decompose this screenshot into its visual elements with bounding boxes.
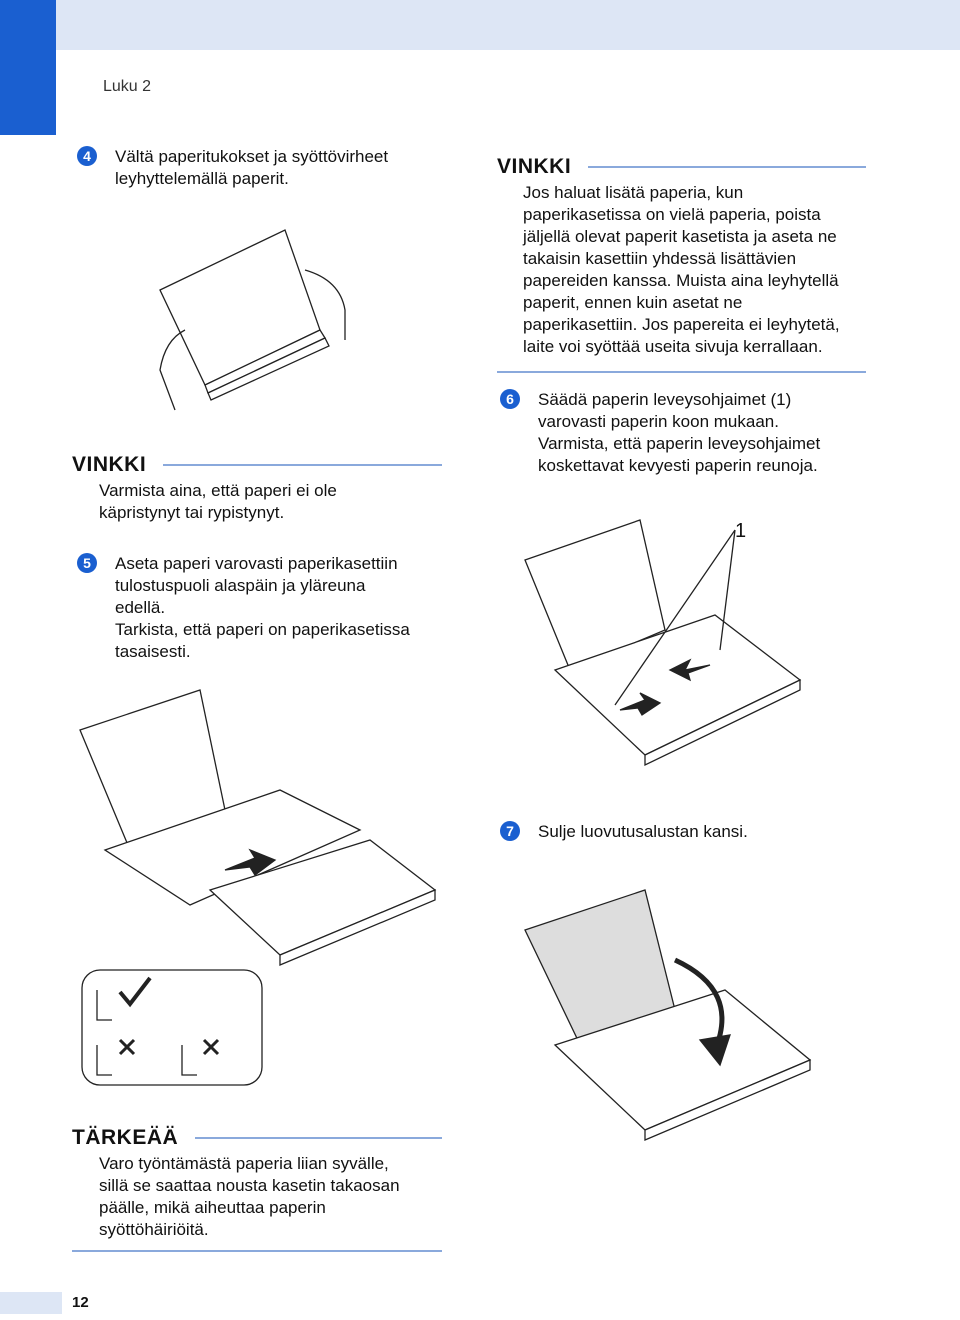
important-title: TÄRKEÄÄ xyxy=(72,1126,179,1149)
step-line: Aseta paperi varovasti paperikasettiin xyxy=(115,554,398,573)
step-number-5: 5 xyxy=(77,553,97,573)
step-line: leyhyttelemällä paperit. xyxy=(115,169,289,188)
note-tarkeaa-text xyxy=(99,1153,400,1241)
note-rule xyxy=(163,464,442,466)
guide-adjust-illustration xyxy=(525,520,825,775)
fan-paper-illustration xyxy=(145,210,345,410)
note-rule-bottom xyxy=(497,371,866,373)
page-number: 12 xyxy=(72,1294,89,1311)
step-number-6: 6 xyxy=(500,389,520,409)
note-line-text: paperikasetissa on vielä paperia, poista xyxy=(523,205,821,224)
note-line-text: papereiden kanssa. Muista aina leyhytellä xyxy=(523,271,839,290)
chapter-label: Luku 2 xyxy=(103,78,152,95)
note-line-text: päälle, mikä aiheuttaa paperin xyxy=(99,1198,326,1217)
note-line-text: jäljellä olevat paperit kasetista ja aseta ne xyxy=(523,227,837,246)
note-rule xyxy=(195,1137,442,1139)
step-line: varovasti paperin koon mukaan. xyxy=(538,412,779,431)
note-title: VINKKI xyxy=(72,453,147,476)
step-5-text xyxy=(115,553,410,663)
note-line-text: syöttöhäiriöitä. xyxy=(99,1220,209,1239)
step-line: tasaisesti. xyxy=(115,642,191,661)
note-line-text: Varo työntämästä paperia liian syvälle, xyxy=(99,1154,389,1173)
step-6-text xyxy=(538,389,820,477)
callout-label: 1 xyxy=(735,520,747,542)
step-7-text xyxy=(538,821,748,843)
note-line-text: takaisin kasettiin yhdessä lisättävien xyxy=(523,249,797,268)
step-line: tulostuspuoli alaspäin ja yläreuna xyxy=(115,576,366,595)
note-line-text: paperit, ennen kuin asetat ne xyxy=(523,293,743,312)
note-line-text: paperikasettiin. Jos papereita ei leyhytetä, xyxy=(523,315,840,334)
step-line: Vältä paperitukokset ja syöttövirheet xyxy=(115,147,389,166)
step-line: Tarkista, että paperi on paperikasetissa xyxy=(115,620,410,639)
note-vinkki2-text xyxy=(523,182,840,358)
step-line: Säädä paperin leveysohjaimet (1) xyxy=(538,390,792,409)
step-number-4: 4 xyxy=(77,146,97,166)
note-line-text: Varmista aina, että paperi ei ole xyxy=(99,481,337,500)
note-rule-bottom xyxy=(72,1250,442,1252)
step-line: edellä. xyxy=(115,598,166,617)
top-band xyxy=(0,0,960,50)
close-cover-illustration xyxy=(525,890,825,1140)
note-vinkki1-text xyxy=(99,480,337,524)
step-line: Sulje luovutusalustan kansi. xyxy=(538,822,748,841)
note-line-text: sillä se saattaa nousta kasetin takaosan xyxy=(99,1176,400,1195)
paper-position-inset xyxy=(82,970,262,1085)
note-line-text: Jos haluat lisätä paperia, kun xyxy=(523,183,744,202)
note-rule xyxy=(588,166,866,168)
chapter-tab xyxy=(0,0,56,135)
tray-insert-illustration xyxy=(80,690,440,970)
page-number-band xyxy=(0,1292,62,1314)
step-line: Varmista, että paperin leveysohjaimet xyxy=(538,434,821,453)
note-line-text: käpristynyt tai rypistynyt. xyxy=(99,503,285,522)
step-line: koskettavat kevyesti paperin reunoja. xyxy=(538,456,818,475)
step-number-7: 7 xyxy=(500,821,520,841)
note-title: VINKKI xyxy=(497,155,572,178)
step-4-text xyxy=(115,146,388,190)
note-line-text: laite voi syöttää useita sivuja kerrallaan. xyxy=(523,337,823,356)
